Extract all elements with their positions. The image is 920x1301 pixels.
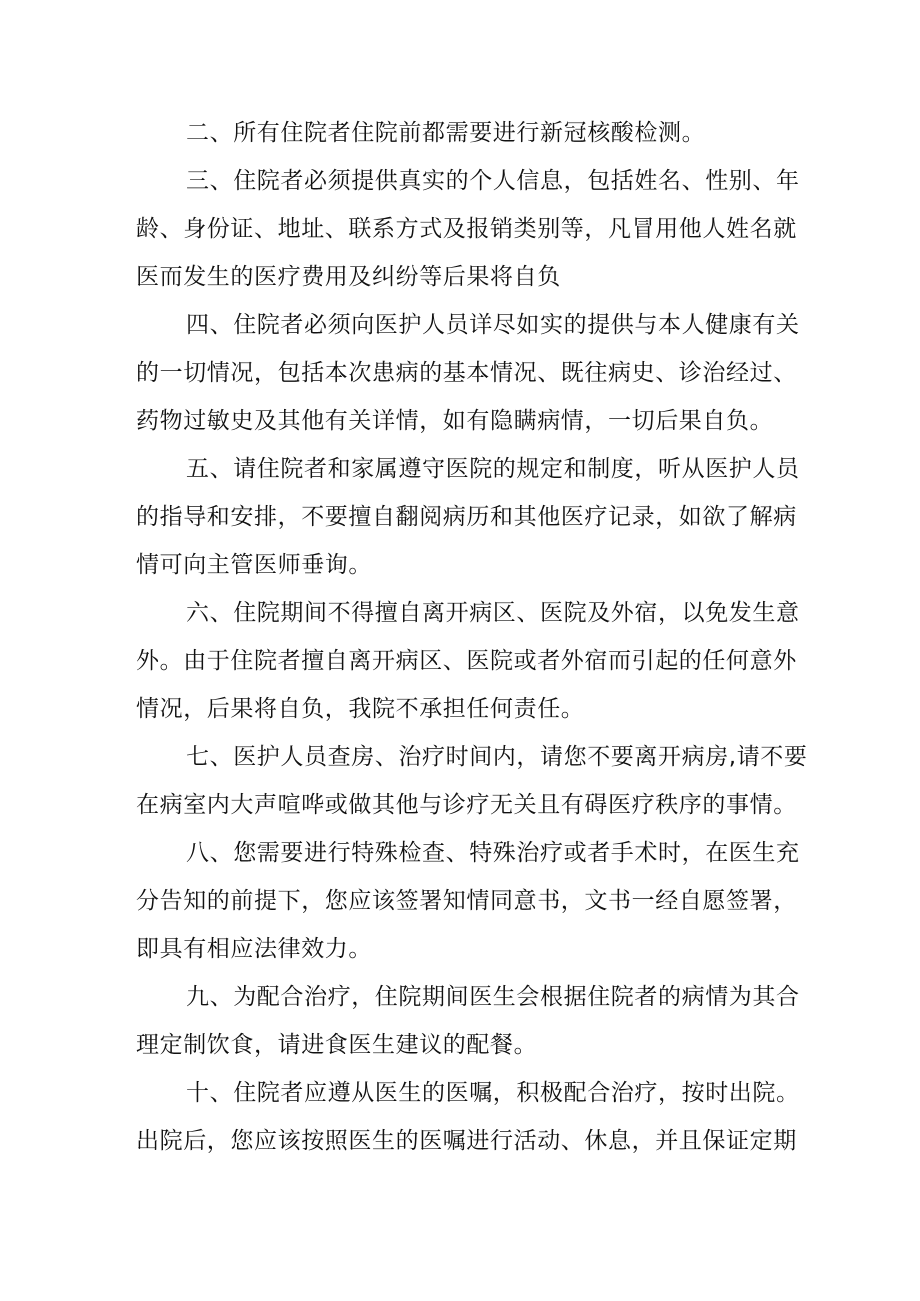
paragraph-9-line-2: 理定制饮食，请进食医生建议的配餐。	[136, 1032, 538, 1058]
paragraph-9-line-1: 九、为配合治疗，住院期间医生会根据住院者的病情为其合	[186, 984, 800, 1010]
paragraph-3-line-2: 龄、身份证、地址、联系方式及报销类别等，凡冒用他人姓名就	[136, 216, 797, 242]
paragraph-3-line-3: 医而发生的医疗费用及纠纷等后果将自负	[136, 264, 561, 290]
paragraph-8-line-2: 分告知的前提下，您应该签署知情同意书，文书一经自愿签署，	[136, 888, 797, 914]
paragraph-8-line-1: 八、您需要进行特殊检查、特殊治疗或者手术时，在医生充	[186, 840, 800, 866]
paragraph-10-line-2: 出院后，您应该按照医生的医嘱进行活动、休息，并且保证定期	[136, 1128, 797, 1154]
paragraph-3-line-1: 三、住院者必须提供真实的个人信息，包括姓名、性别、年	[186, 168, 800, 194]
paragraph-8-line-3: 即具有相应法律效力。	[136, 936, 372, 962]
paragraph-7-line-2: 在病室内大声喧哗或做其他与诊疗无关且有碍医疗秩序的事情。	[136, 792, 797, 818]
paragraph-7-line-1: 七、医护人员查房、治疗时间内，请您不要离开病房,请不要	[186, 744, 808, 770]
paragraph-6-line-3: 情况，后果将自负，我院不承担任何责任。	[136, 696, 585, 722]
paragraph-4-line-2: 的一切情况，包括本次患病的基本情况、既往病史、诊治经过、	[136, 360, 797, 386]
paragraph-4-line-3: 药物过敏史及其他有关详情，如有隐瞒病情，一切后果自负。	[136, 408, 774, 434]
paragraph-6-line-1: 六、住院期间不得擅自离开病区、医院及外宿，以免发生意	[186, 600, 800, 626]
paragraph-10-line-1: 十、住院者应遵从医生的医嘱，积极配合治疗，按时出院。	[186, 1080, 800, 1106]
paragraph-5-line-2: 的指导和安排，不要擅自翻阅病历和其他医疗记录，如欲了解病	[136, 504, 797, 530]
paragraph-4-line-1: 四、住院者必须向医护人员详尽如实的提供与本人健康有关	[186, 312, 800, 338]
paragraph-5-line-3: 情可向主管医师垂询。	[136, 552, 372, 578]
paragraph-6-line-2: 外。由于住院者擅自离开病区、医院或者外宿而引起的任何意外	[136, 648, 797, 674]
paragraph-2-line-1: 二、所有住院者住院前都需要进行新冠核酸检测。	[186, 120, 706, 146]
paragraph-5-line-1: 五、请住院者和家属遵守医院的规定和制度，听从医护人员	[186, 456, 800, 482]
